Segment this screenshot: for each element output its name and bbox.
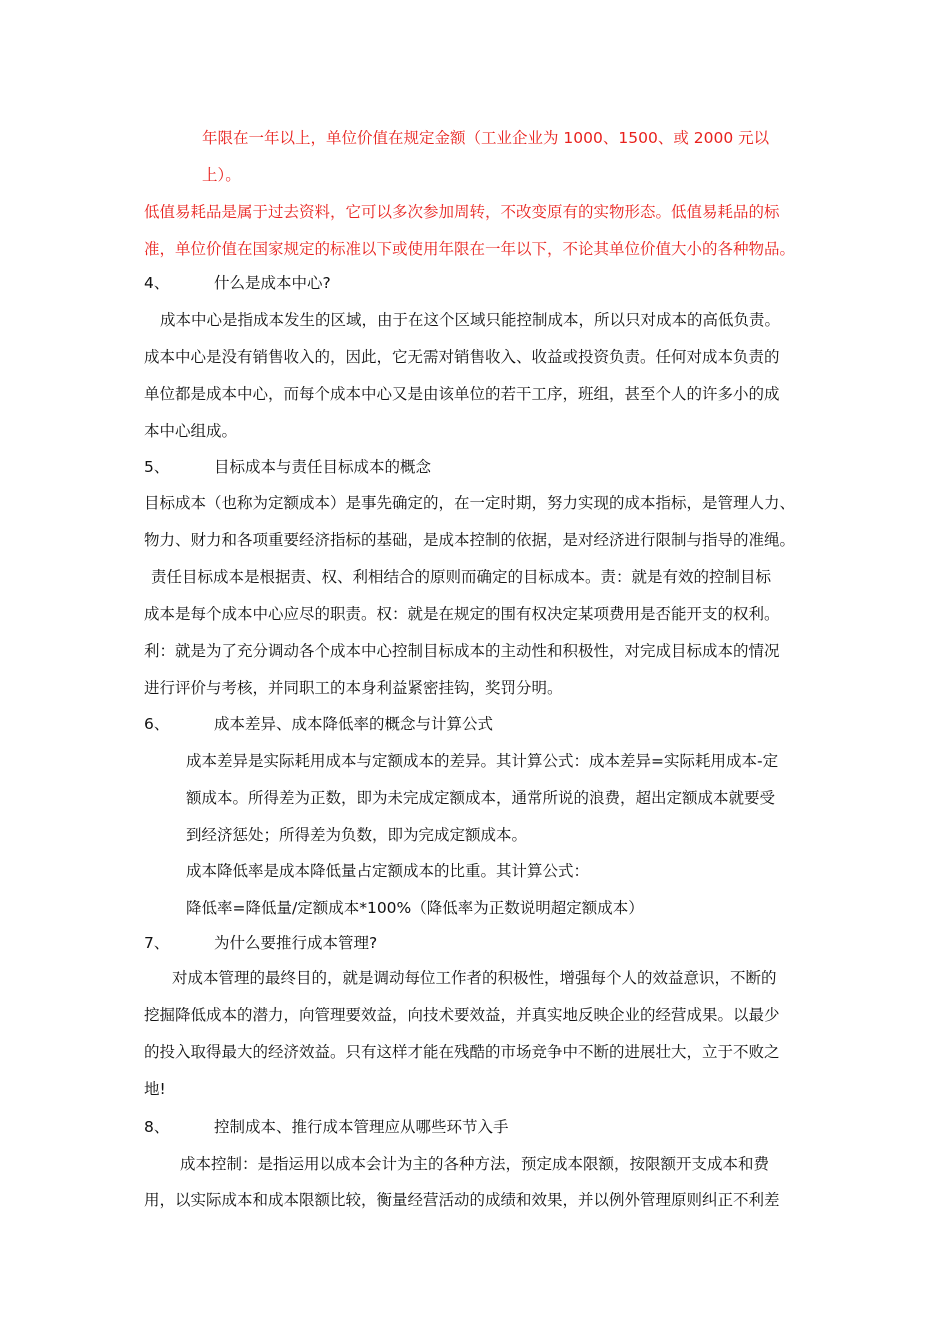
section-title: 什么是成本中心? [214,274,331,292]
section-heading [144,272,331,294]
section-number: 6、 [144,715,170,733]
section-heading [144,1116,509,1138]
paragraph-line: 成本中心是没有销售收入的，因此，它无需对销售收入、收益或投资负责。任何对成本负责的 [144,348,780,366]
paragraph-line: 挖掘降低成本的潜力，向管理要效益，向技术要效益，并真实地反映企业的经营成果。以最少 [144,1006,780,1024]
section-number: 4、 [144,274,170,292]
section-heading [144,456,431,478]
paragraph-line: 上）。 [202,166,241,184]
section-title: 为什么要推行成本管理? [214,934,378,952]
paragraph-line: 低值易耗品是属于过去资料，它可以多次参加周转，不改变原有的实物形态。低值易耗品的标 [144,203,780,221]
section-heading [144,713,493,735]
section-title: 控制成本、推行成本管理应从哪些环节入手 [214,1118,509,1136]
paragraph-line: 责任目标成本是根据责、权、利相结合的原则而确定的目标成本。责：就是有效的控制目标 [151,568,772,586]
paragraph-line: 用，以实际成本和成本限额比较，衡量经营活动的成绩和效果，并以例外管理原则纠正不利差 [144,1191,780,1209]
paragraph-line: 本中心组成。 [144,422,238,440]
paragraph-line: 对成本管理的最终目的，就是调动每位工作者的积极性，增强每个人的效益意识，不断的 [172,969,777,987]
section-heading [144,932,377,954]
section-title: 成本差异、成本降低率的概念与计算公式 [214,715,494,733]
paragraph-line: 成本控制：是指运用以成本会计为主的各种方法，预定成本限额，按限额开支成本和费 [180,1155,770,1173]
paragraph-line: 的投入取得最大的经济效益。只有这样才能在残酷的市场竞争中不断的进展壮大，立于不败之 [144,1043,780,1061]
paragraph-line: 物力、财力和各项重要经济指标的基础，是成本控制的依据，是对经济进行限制与指导的准绳。 [144,531,796,549]
paragraph-line: 到经济惩处；所得差为负数，即为完成定额成本。 [186,826,528,844]
paragraph-line: 目标成本（也称为定额成本）是事先确定的，在一定时期，努力实现的成本指标，是管理人力、 [144,494,796,512]
paragraph-line: 准，单位价值在国家规定的标准以下或使用年限在一年以下，不论其单位价值大小的各种物品。 [144,240,796,258]
paragraph-line: 进行评价与考核，并同职工的本身利益紧密挂钩，奖罚分明。 [144,679,563,697]
paragraph-line: 成本降低率是成本降低量占定额成本的比重。其计算公式： [186,862,590,880]
paragraph-line: 额成本。所得差为正数，即为未完成定额成本，通常所说的浪费，超出定额成本就要受 [186,789,776,807]
formula-line: 降低率=降低量/定额成本*100%（降低率为正数说明超定额成本） [186,899,644,917]
paragraph-line: 成本是每个成本中心应尽的职责。权：就是在规定的围有权决定某项费用是否能开支的权利。 [144,605,780,623]
paragraph-line: 成本差异是实际耗用成本与定额成本的差异。其计算公式：成本差异=实际耗用成本-定 [186,752,779,770]
section-number: 8、 [144,1118,170,1136]
paragraph-line: 年限在一年以上，单位价值在规定金额（工业企业为 1000、1500、或 2000 元以 [202,129,770,147]
section-number: 5、 [144,458,170,476]
paragraph-line: 成本中心是指成本发生的区域，由于在这个区域只能控制成本，所以只对成本的高低负责。 [160,311,781,329]
section-title: 目标成本与责任目标成本的概念 [214,458,432,476]
paragraph-line: 单位都是成本中心，而每个成本中心又是由该单位的若干工序，班组，甚至个人的许多小的成 [144,385,780,403]
paragraph-line: 地! [144,1080,166,1098]
paragraph-line: 利：就是为了充分调动各个成本中心控制目标成本的主动性和积极性，对完成目标成本的情况 [144,642,780,660]
section-number: 7、 [144,934,170,952]
